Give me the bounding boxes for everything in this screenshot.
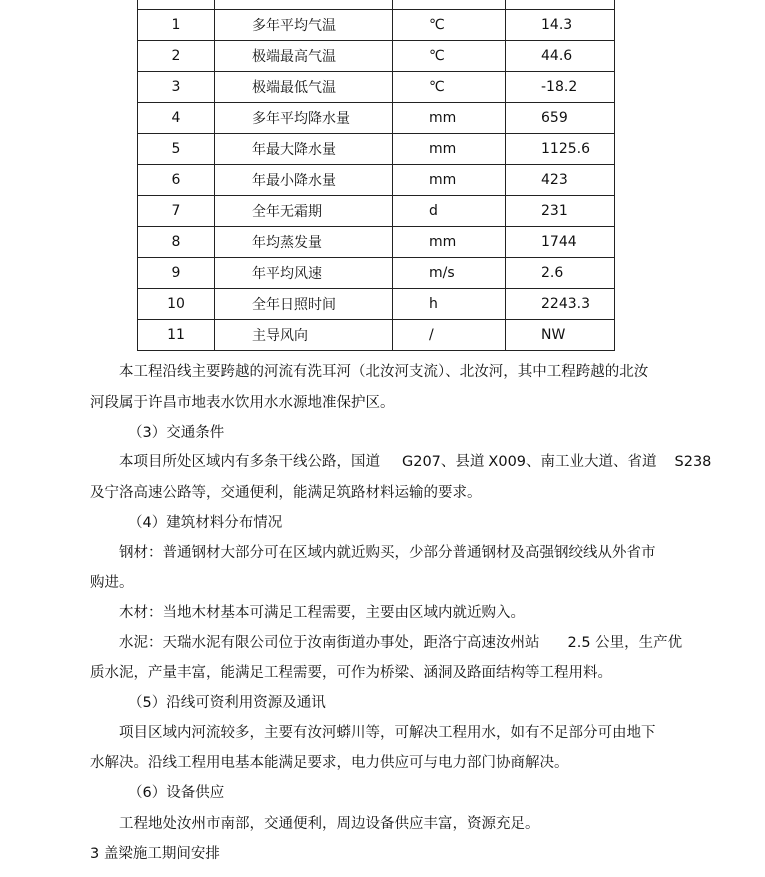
row-number-cell: 9 xyxy=(138,258,215,289)
value-cell: 659 xyxy=(506,103,615,134)
unit-cell: ℃ xyxy=(393,41,506,72)
row-number-cell: 1 xyxy=(138,10,215,41)
item-name-cell: 主导风向 xyxy=(215,320,393,351)
unit-cell: mm xyxy=(393,103,506,134)
item-name-cell: 多年平均气温 xyxy=(215,10,393,41)
value-cell: NW xyxy=(506,320,615,351)
item-name-cell: 多年平均降水量 xyxy=(215,103,393,134)
heading-traffic-conditions: （3）交通条件 xyxy=(128,425,225,441)
unit-cell: m/s xyxy=(393,258,506,289)
unit-cell: h xyxy=(393,289,506,320)
table-row xyxy=(138,258,615,289)
table-row xyxy=(138,289,615,320)
equipment-paragraph: 工程地处汝州市南部，交通便利，周边设备供应丰富，资源充足。 xyxy=(119,816,540,832)
heading-equipment-supply: （6）设备供应 xyxy=(128,785,225,801)
value-cell: 44.6 xyxy=(506,41,615,72)
traffic-text-part-1: 本项目所处区域内有多条干线公路，国道 xyxy=(119,454,380,470)
item-name-cell: 年最大降水量 xyxy=(215,134,393,165)
value-cell: 2.6 xyxy=(506,258,615,289)
cement-text-part-1: 水泥：天瑞水泥有限公司位于汝南街道办事处，距洛宁高速汝州站 xyxy=(119,635,540,651)
cement-text-part-2: 2.5 公里，生产优 xyxy=(567,635,683,651)
row-number-cell: 10 xyxy=(138,289,215,320)
steel-paragraph-line-1: 钢材：普通钢材大部分可在区域内就近购买，少部分普通钢材及高强钢绞线从外省市 xyxy=(119,545,656,561)
unit-cell: mm xyxy=(393,165,506,196)
table-row xyxy=(138,165,615,196)
heading-building-materials: （4）建筑材料分布情况 xyxy=(128,515,283,531)
table-row xyxy=(138,134,615,165)
value-cell: 423 xyxy=(506,165,615,196)
row-number-cell: 5 xyxy=(138,134,215,165)
item-name-cell: 年均蒸发量 xyxy=(215,227,393,258)
section-heading-3: 3 盖梁施工期间安排 xyxy=(90,846,220,862)
value-cell: 2243.3 xyxy=(506,289,615,320)
traffic-text-part-3: X009、南工业大道、省道 xyxy=(488,454,657,470)
row-number-cell: 4 xyxy=(138,103,215,134)
steel-paragraph-line-2: 购进。 xyxy=(90,575,134,591)
unit-cell: ℃ xyxy=(393,10,506,41)
unit-cell: mm xyxy=(393,134,506,165)
value-cell: 1744 xyxy=(506,227,615,258)
table-row xyxy=(138,320,615,351)
heading-resources-communication: （5）沿线可资利用资源及通讯 xyxy=(128,695,326,711)
table-row-top-partial xyxy=(138,0,615,10)
item-name-cell: 极端最高气温 xyxy=(215,41,393,72)
river-paragraph-line-2: 河段属于许昌市地表水饮用水水源地准保护区。 xyxy=(90,395,395,411)
unit-cell: ℃ xyxy=(393,72,506,103)
value-cell: 1125.6 xyxy=(506,134,615,165)
item-name-cell: 全年日照时间 xyxy=(215,289,393,320)
unit-cell: / xyxy=(393,320,506,351)
item-name-cell: 年平均风速 xyxy=(215,258,393,289)
item-name-cell: 全年无霜期 xyxy=(215,196,393,227)
traffic-paragraph-line-1 xyxy=(119,452,711,472)
value-cell: 14.3 xyxy=(506,10,615,41)
row-number-cell: 3 xyxy=(138,72,215,103)
resource-paragraph-line-1: 项目区域内河流较多，主要有汝河蟒川等，可解决工程用水，如有不足部分可由地下 xyxy=(119,725,656,741)
item-name-cell: 年最小降水量 xyxy=(215,165,393,196)
climate-data-table xyxy=(137,0,615,351)
table-row xyxy=(138,103,615,134)
table-row xyxy=(138,196,615,227)
table-row xyxy=(138,10,615,41)
item-name-cell: 极端最低气温 xyxy=(215,72,393,103)
row-number-cell: 8 xyxy=(138,227,215,258)
table-row xyxy=(138,41,615,72)
unit-cell: d xyxy=(393,196,506,227)
river-paragraph-line-1: 本工程沿线主要跨越的河流有洗耳河（北汝河支流）、北汝河，其中工程跨越的北汝 xyxy=(119,364,649,380)
traffic-text-part-4: S238 xyxy=(674,454,712,470)
cement-paragraph-line-2: 质水泥，产量丰富，能满足工程需要，可作为桥梁、涵洞及路面结构等工程用料。 xyxy=(90,665,612,681)
row-number-cell: 7 xyxy=(138,196,215,227)
value-cell: 231 xyxy=(506,196,615,227)
resource-paragraph-line-2: 水解决。沿线工程用电基本能满足要求，电力供应可与电力部门协商解决。 xyxy=(90,755,569,771)
cement-paragraph-line-1 xyxy=(119,633,682,653)
table-row xyxy=(138,227,615,258)
table-row xyxy=(138,72,615,103)
value-cell: -18.2 xyxy=(506,72,615,103)
row-number-cell: 6 xyxy=(138,165,215,196)
traffic-text-part-2: G207、县道 xyxy=(402,454,485,470)
wood-paragraph: 木材：当地木材基本可满足工程需要，主要由区域内就近购入。 xyxy=(119,605,525,621)
row-number-cell: 2 xyxy=(138,41,215,72)
row-number-cell: 11 xyxy=(138,320,215,351)
traffic-paragraph-line-2: 及宁洛高速公路等，交通便利，能满足筑路材料运输的要求。 xyxy=(90,485,482,501)
unit-cell: mm xyxy=(393,227,506,258)
climate-table-body xyxy=(138,0,615,351)
